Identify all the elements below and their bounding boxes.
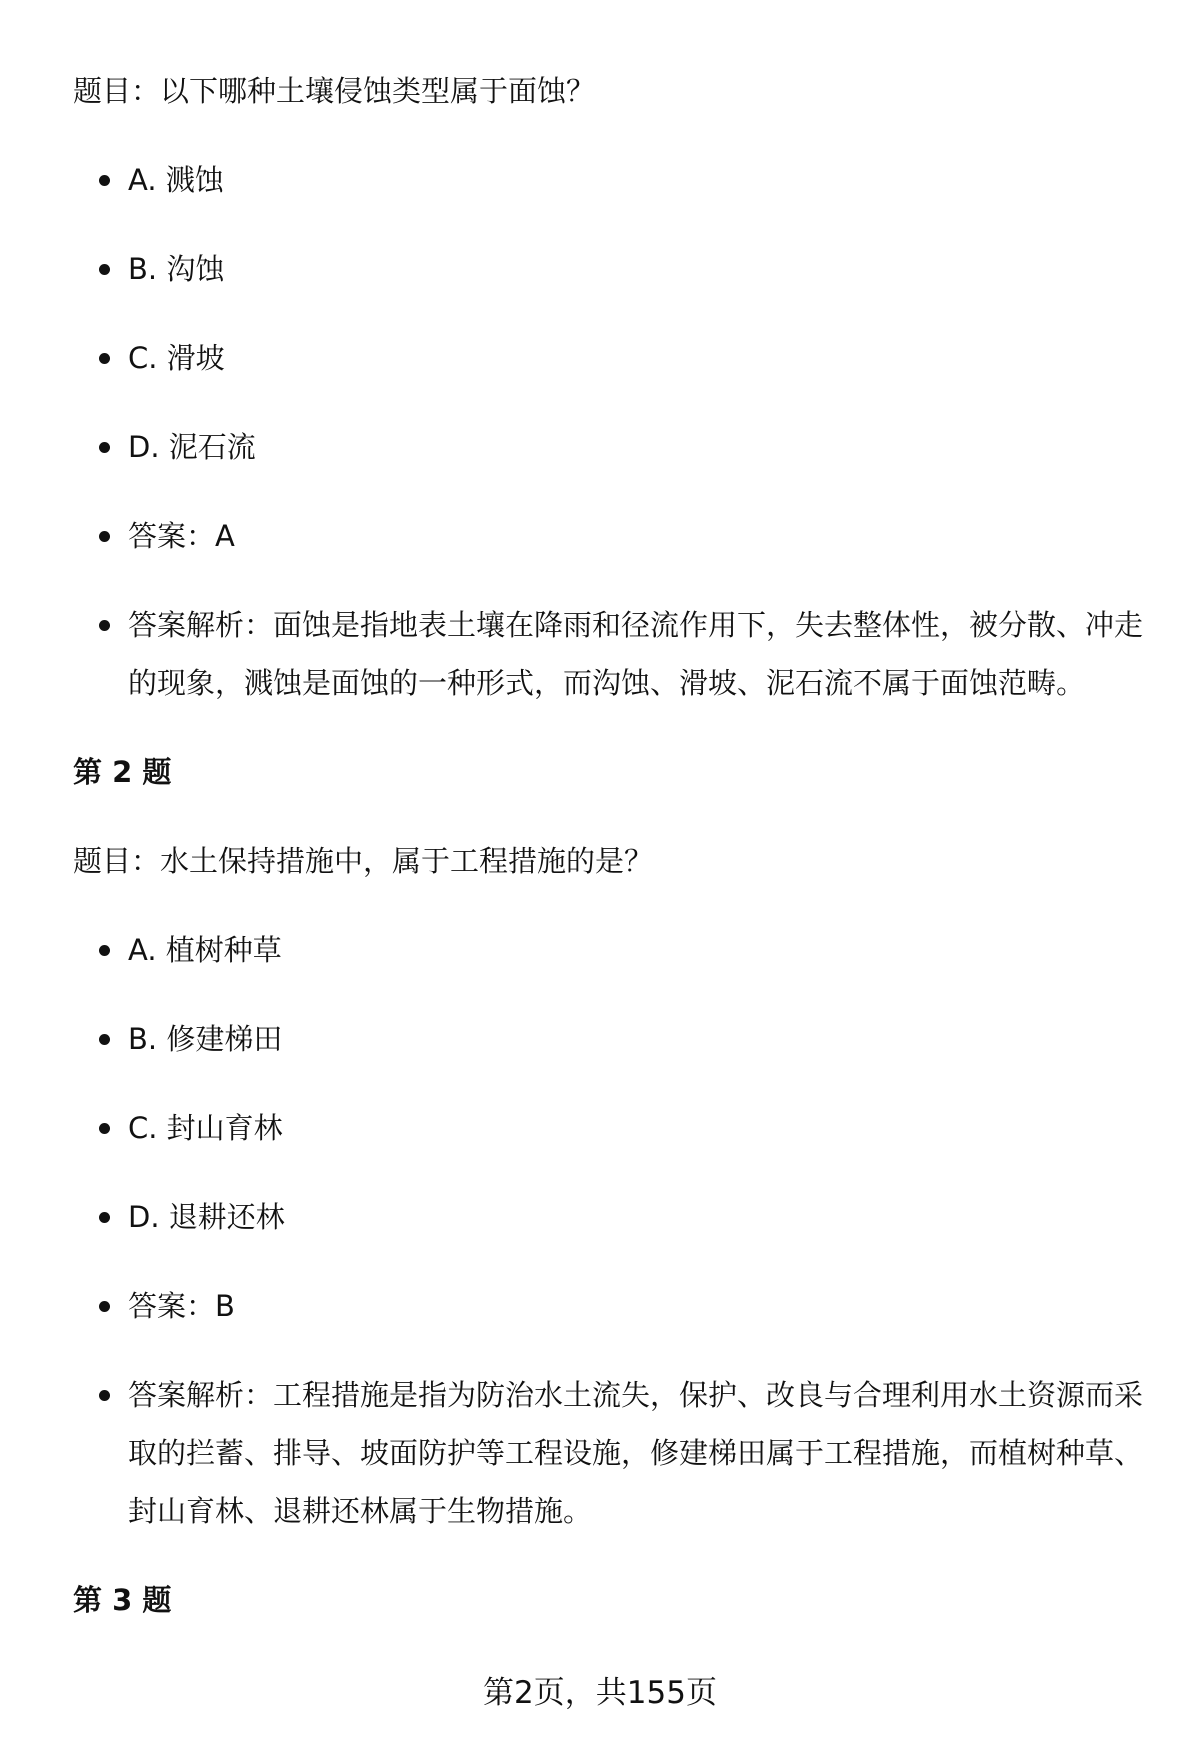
q1-option-a: A. 溅蚀 [73,151,1143,209]
q2-heading: 第 2 题 [73,755,172,789]
q1-option-d: D. 泥石流 [73,418,1143,476]
q2-option-d: D. 退耕还林 [73,1188,1143,1246]
q1-option-list [73,151,1143,712]
q2-option-a: A. 植树种草 [73,921,1143,979]
q1-question: 题目：以下哪种土壤侵蚀类型属于面蚀？ [73,74,596,108]
q1-answer: 答案：A [73,507,1143,565]
page-footer: 第2页，共155页 [483,1675,717,1711]
q2-option-c: C. 封山育林 [73,1099,1143,1157]
q2-answer: 答案：B [73,1277,1143,1335]
q1-explanation: 答案解析：面蚀是指地表土壤在降雨和径流作用下，失去整体性，被分散、冲走的现象，溅蚀是面蚀的一种形式，而沟蚀、滑坡、泥石流不属于面蚀范畴。 [73,596,1143,712]
q1-option-c: C. 滑坡 [73,329,1143,387]
document-page [73,62,1143,1660]
q2-question: 题目：水土保持措施中，属于工程措施的是？ [73,844,654,878]
q2-option-b: B. 修建梯田 [73,1010,1143,1068]
q1-option-b: B. 沟蚀 [73,240,1143,298]
q2-option-list [73,921,1143,1540]
q3-heading: 第 3 题 [73,1583,172,1617]
q2-explanation: 答案解析：工程措施是指为防治水土流失，保护、改良与合理利用水土资源而采取的拦蓄、排导、坡面防护等工程设施，修建梯田属于工程措施，而植树种草、封山育林、退耕还林属于生物措施。 [73,1366,1143,1540]
